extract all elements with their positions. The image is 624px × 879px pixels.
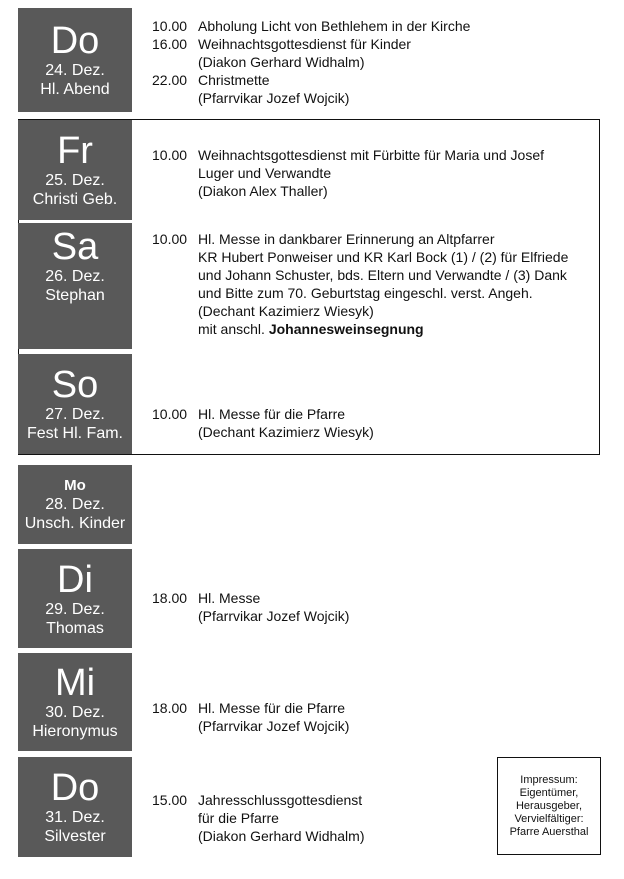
day-block-do-31 [18,757,132,857]
event-text: Hl. Messe für die Pfarre [198,700,346,716]
day-name: Silvester [44,828,106,845]
event-text: (Pfarrvikar Jozef Wojcik) [198,608,350,624]
event-text: (Diakon Gerhard Widhalm) [198,54,365,70]
event-text: (Pfarrvikar Jozef Wojcik) [198,718,350,734]
event-text: Christmette [198,72,270,88]
event-text: KR Hubert Ponweiser und KR Karl Bock (1) / (2) für Elfriede [198,249,569,265]
day-date: 26. Dez. [45,268,105,285]
day-abbr: Mi [54,662,96,704]
day-block-di-29 [18,549,132,648]
day-block-fr-25 [18,120,132,220]
event-time: 10.00 [152,231,188,247]
entries-do-24 [152,17,592,107]
event-text: Hl. Messe in dankbarer Erinnerung an Altpfarrer [198,231,495,247]
impressum-box [497,757,601,855]
event-entry [152,699,592,735]
day-date: 24. Dez. [45,62,105,79]
day-name: Unsch. Kinder [24,514,126,532]
event-text-prefix: mit anschl. [198,321,269,337]
event-entry [152,17,592,35]
event-text: (Diakon Alex Thaller) [198,183,328,199]
event-entry [152,230,592,338]
event-time: 15.00 [152,792,188,808]
day-abbr: So [51,364,99,406]
event-entry [152,405,592,441]
day-date: 29. Dez. [45,600,105,618]
impressum-line: Pfarre Auersthal [509,825,589,838]
impressum-line: Vervielfältiger: [514,812,584,825]
event-time: 18.00 [152,700,188,716]
entries-sa-26 [152,230,592,338]
day-abbr: Di [57,558,93,601]
day-date: 28. Dez. [45,495,105,513]
day-date: 31. Dez. [45,809,105,826]
event-entry [152,791,482,845]
day-date: 30. Dez. [45,704,105,721]
impressum-line: Eigentümer, [519,786,579,799]
event-text: Hl. Messe [198,590,261,606]
event-text: Luger und Verwandte [198,165,332,181]
event-text-bold: Johannesweinsegnung [268,321,424,337]
event-text: Jahresschlussgottesdienst [198,792,363,808]
day-block-sa-26 [18,223,132,349]
day-date: 25. Dez. [45,172,105,189]
event-text: (Dechant Kazimierz Wiesyk) [198,303,374,319]
event-time: 10.00 [152,18,188,34]
event-entry [152,35,592,71]
entries-mi-30 [152,699,592,735]
event-text: Weihnachtsgottesdienst mit Fürbitte für Maria und Josef [198,147,545,163]
day-abbr: Do [50,767,100,809]
day-date: 27. Dez. [45,406,105,423]
event-text: Weihnachtsgottesdienst für Kinder [198,36,411,52]
day-name: Thomas [46,619,104,637]
day-abbr: Do [50,20,100,62]
event-text: Abholung Licht von Bethlehem in der Kirche [198,18,471,34]
event-time: 22.00 [152,72,188,88]
day-abbr: Mo [64,476,86,494]
entries-di-29 [152,589,592,625]
event-text: Hl. Messe für die Pfarre [198,406,346,422]
event-entry [152,71,592,107]
event-text: und Johann Schuster, bds. Eltern und Verwandte / (3) Dank [198,267,567,283]
impressum-line: Herausgeber, [515,799,583,812]
day-name: Hl. Abend [40,81,110,98]
day-abbr: Sa [51,226,99,268]
event-text: für die Pfarre [198,810,279,826]
impressum-line: Impressum: [520,773,578,786]
event-text-blessing [198,320,592,338]
event-entry [152,146,592,200]
day-name: Christi Geb. [32,191,118,208]
event-time: 10.00 [152,406,188,422]
day-name: Fest Hl. Fam. [26,425,123,442]
event-text: (Pfarrvikar Jozef Wojcik) [198,90,350,106]
event-time: 10.00 [152,147,188,163]
day-name: Stephan [45,287,105,304]
entries-fr-25 [152,146,592,200]
day-name: Hieronymus [32,723,118,740]
event-time: 18.00 [152,590,188,606]
day-block-so-27 [18,354,132,454]
event-time: 16.00 [152,36,188,52]
day-block-mo-28 [18,465,132,544]
event-text: (Dechant Kazimierz Wiesyk) [198,424,374,440]
event-entry [152,589,592,625]
event-text: (Diakon Gerhard Widhalm) [198,828,365,844]
entries-do-31 [152,791,482,845]
day-block-mi-30 [18,653,132,751]
entries-so-27 [152,405,592,441]
day-abbr: Fr [57,130,93,172]
day-block-do-24 [18,8,132,112]
event-text: und Bitte zum 70. Geburtstag eingeschl. verst. Angeh. [198,285,533,301]
